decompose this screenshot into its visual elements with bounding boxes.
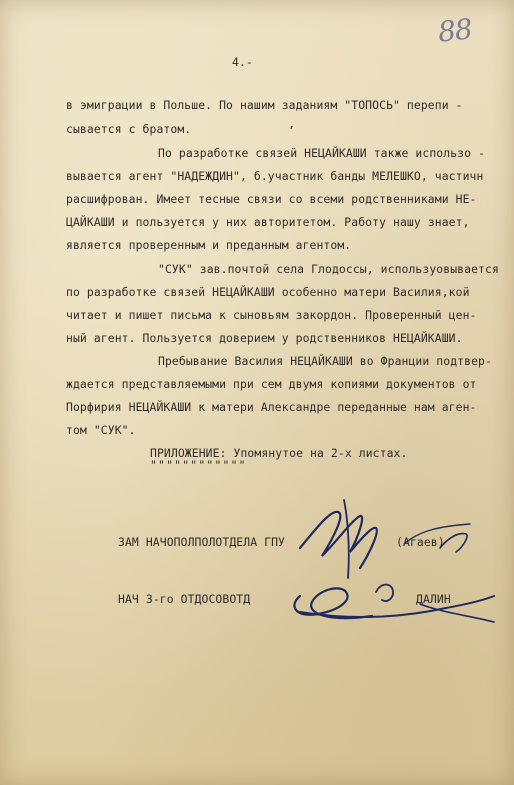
body-line: Пребывание Василия НЕЦАЙКАШИ во Франции подтвер- <box>158 354 492 368</box>
deputy-signature-name: (Агаев) <box>396 535 445 549</box>
body-line: сывается с братом. <box>66 122 192 136</box>
body-line: в эмиграции в Польше. По нашим заданиям "ТОПОСЬ" перепи - <box>66 98 463 112</box>
body-line: ждается представляемыми при сем двумя копиями документов от <box>66 377 477 391</box>
body-line: является проверенным и преданным агентом. <box>66 238 352 252</box>
stray-mark: ʼ <box>288 124 295 137</box>
section-signature-name: ДАЛИН <box>416 592 451 606</box>
body-line: По разработке связей НЕЦАЙКАШИ также использо - <box>158 146 486 160</box>
body-line: том "СУК". <box>66 423 136 437</box>
attachment-line: ПРИЛОЖЕНИЕ: Упомянутое на 2-х листах. <box>150 446 408 460</box>
archive-folio-number: 88 <box>436 12 474 49</box>
body-line: читает и пишет письма к сыновьям закордон. Проверенный цен- <box>66 308 477 322</box>
body-line: Порфирия НЕЦАЙКАШИ к матери Александре переданные нам аген- <box>66 400 477 414</box>
page-number: 4.- <box>232 55 253 69</box>
body-line: ный агент. Пользуется доверием у родственников НЕЦАЙКАШИ. <box>66 331 463 345</box>
body-line: расшифрован. Имеет тесные связи со всеми родственниками НЕ- <box>66 192 477 206</box>
body-line: ЦАЙКАШИ и пользуется у них авторитетом. Работу нашу знает, <box>66 215 470 229</box>
attachment-underline: """""""""""" <box>150 458 247 472</box>
section-signature-title: НАЧ 3-го ОТДОСОВОТД <box>118 592 251 606</box>
body-line: "СУК" зав.почтой села Глодоссы, используовывается <box>158 262 499 276</box>
body-line: вывается агент "НАДЕЖДИН", б.участник банды МЕЛЕШКО, частичн <box>66 169 484 183</box>
body-line: по разработке связей НЕЦАЙКАШИ особенно матери Василия,кой <box>66 285 470 299</box>
deputy-signature-title: ЗАМ НАЧОПОЛПОЛОТДЕЛА ГПУ <box>118 535 285 549</box>
